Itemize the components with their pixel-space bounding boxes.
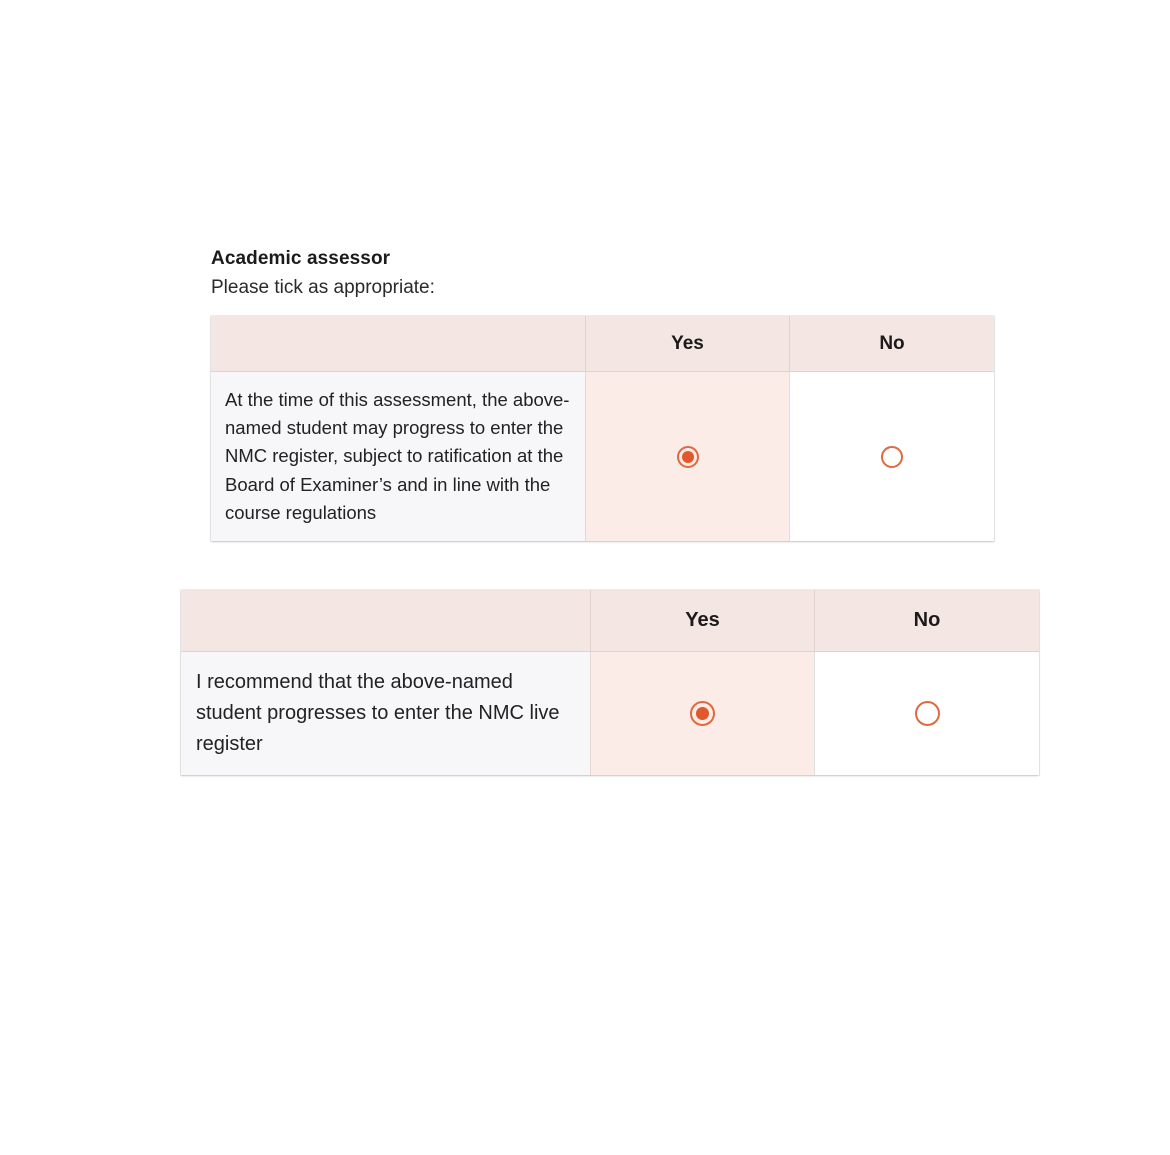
option-yes-cell[interactable] [590,652,814,775]
tick-instruction: Please tick as appropriate: [211,277,435,298]
radio-yes-selected[interactable] [690,701,715,726]
radio-no[interactable] [881,446,903,468]
option-yes-cell[interactable] [585,372,789,541]
academic-assessor-heading: Academic assessor [211,248,391,269]
header-yes: Yes [590,590,814,652]
header-blank-cell [181,590,590,652]
header-no: No [789,316,994,372]
radio-no[interactable] [915,701,940,726]
recommendation-question: I recommend that the above-named student progresses to enter the NMC live register [181,652,590,775]
header-yes: Yes [585,316,789,372]
recommendation-table [181,590,1039,775]
option-no-cell[interactable] [814,652,1039,775]
header-no: No [814,590,1039,652]
progression-table [211,316,994,541]
header-blank-cell [211,316,585,372]
progression-question: At the time of this assessment, the above-named student may progress to enter the NMC register, subject to ratification at the Board of Examiner’s and in line with the course regulations [211,372,585,541]
radio-yes-selected[interactable] [677,446,699,468]
option-no-cell[interactable] [789,372,994,541]
